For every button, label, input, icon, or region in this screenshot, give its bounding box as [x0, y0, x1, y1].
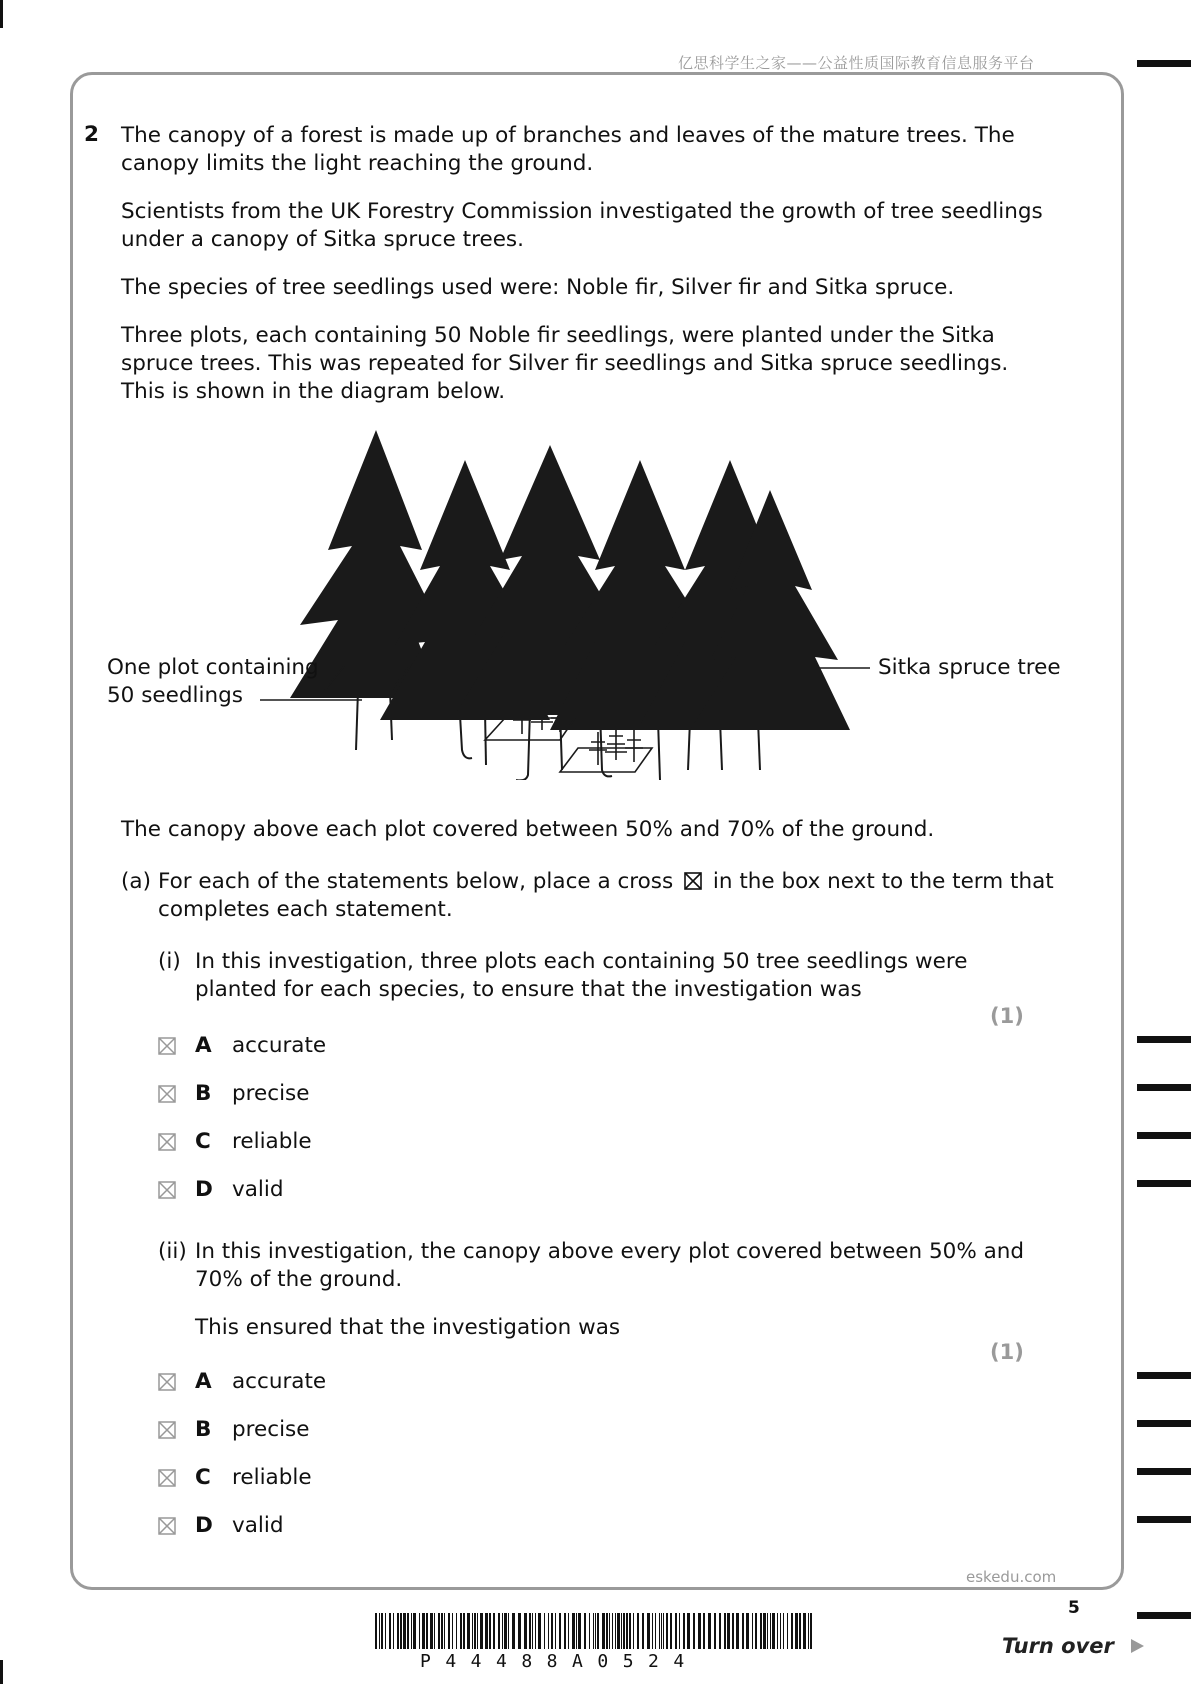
- barcode-bar: [602, 1613, 605, 1649]
- barcode-bar: [544, 1613, 545, 1649]
- tree-label: Sitka spruce tree: [878, 655, 1061, 680]
- part-a-text-after: in the box next to the term that: [712, 869, 1054, 894]
- intro-line-1: The canopy of a forest is made up of branches and leaves of the mature trees. The: [121, 123, 1015, 148]
- part-a-text-before: For each of the statements below, place a cross: [158, 869, 674, 894]
- barcode-bar: [687, 1613, 690, 1649]
- question-number: 2: [84, 122, 99, 147]
- barcode-bar: [463, 1613, 465, 1649]
- barcode-bar: [472, 1613, 473, 1649]
- barcode-bar: [742, 1613, 744, 1649]
- para2-line-2: under a canopy of Sitka spruce trees.: [121, 227, 524, 252]
- barcode-bar: [524, 1613, 527, 1649]
- barcode-bar: [615, 1613, 616, 1649]
- barcode-bar: [438, 1613, 440, 1649]
- canopy-statement: The canopy above each plot covered between 50% and 70% of the ground.: [121, 817, 935, 842]
- barcode-bar: [375, 1613, 377, 1649]
- barcode-bar: [564, 1613, 566, 1649]
- part-a-line-1: [158, 868, 1054, 896]
- barcode-bar: [456, 1613, 457, 1649]
- barcode-bar: [799, 1613, 801, 1649]
- barcode-bar: [770, 1613, 771, 1649]
- margin-mark: [1137, 1180, 1191, 1187]
- barcode-bar: [403, 1613, 406, 1649]
- answer-checkbox[interactable]: [158, 1085, 176, 1103]
- answer-checkbox[interactable]: [158, 1373, 176, 1391]
- crossed-box-icon: [684, 872, 702, 890]
- barcode-bar: [555, 1613, 556, 1649]
- barcode-bar: [755, 1613, 757, 1649]
- para4-line-1: Three plots, each containing 50 Noble fir seedlings, were planted under the Sitka: [121, 323, 995, 348]
- barcode-bar: [719, 1613, 721, 1649]
- seedling-plot: [560, 726, 652, 772]
- crop-mark: [0, 1660, 3, 1684]
- barcode-bar: [629, 1613, 631, 1649]
- barcode-bar: [467, 1613, 470, 1649]
- barcode-bar: [595, 1613, 596, 1649]
- barcode-bar: [679, 1613, 680, 1649]
- barcode-bar: [647, 1613, 650, 1649]
- barcode-bar: [485, 1613, 488, 1649]
- barcode-bar: [444, 1613, 445, 1649]
- barcode-bar: [452, 1613, 453, 1649]
- barcode-bar: [518, 1613, 521, 1649]
- barcode-bar: [783, 1613, 784, 1649]
- footer-watermark: eskedu.com: [966, 1568, 1057, 1586]
- barcode-text: P44488A0524: [420, 1651, 699, 1672]
- part-ii-marks: (1): [990, 1340, 1024, 1364]
- barcode-bar: [419, 1613, 420, 1649]
- barcode-bar: [795, 1613, 798, 1649]
- barcode-bar: [659, 1613, 660, 1649]
- forest-diagram: [260, 420, 880, 780]
- barcode-bar: [572, 1613, 575, 1649]
- barcode-bar: [576, 1613, 577, 1649]
- margin-mark: [1137, 60, 1191, 67]
- part-ii-line-2: 70% of the ground.: [195, 1267, 403, 1292]
- barcode-bar: [621, 1613, 622, 1649]
- option-letter: B: [195, 1417, 212, 1442]
- option-letter: D: [195, 1177, 213, 1202]
- barcode-bar: [661, 1613, 662, 1649]
- barcode-bar: [548, 1613, 549, 1649]
- barcode-bar: [460, 1613, 462, 1649]
- barcode-bar: [407, 1613, 409, 1649]
- barcode-bar: [791, 1613, 793, 1649]
- barcode-bar: [617, 1613, 620, 1649]
- barcode-bar: [763, 1613, 766, 1649]
- option-letter: A: [195, 1033, 212, 1058]
- barcode-bar: [381, 1613, 383, 1649]
- option-letter: B: [195, 1081, 212, 1106]
- barcode-bar: [441, 1613, 443, 1649]
- margin-mark: [1137, 1420, 1191, 1427]
- barcode-bar: [724, 1613, 726, 1649]
- option-term: precise: [232, 1081, 310, 1106]
- option-term: reliable: [232, 1129, 312, 1154]
- answer-checkbox[interactable]: [158, 1517, 176, 1535]
- part-a-line-2: completes each statement.: [158, 897, 453, 922]
- barcode-bar: [780, 1613, 781, 1649]
- barcode-bar: [448, 1613, 450, 1649]
- barcode-bar: [633, 1613, 634, 1649]
- para4-line-2: spruce trees. This was repeated for Silver fir seedlings and Sitka spruce seedlings.: [121, 351, 1009, 376]
- margin-mark: [1137, 1084, 1191, 1091]
- barcode-bar: [498, 1613, 500, 1649]
- barcode-bar: [808, 1613, 809, 1649]
- barcode-bar: [532, 1613, 533, 1649]
- barcode-bar: [787, 1613, 788, 1649]
- barcode-bar: [767, 1613, 768, 1649]
- turn-over-label: [1002, 1634, 1145, 1658]
- barcode-bar: [397, 1613, 399, 1649]
- page-number: 5: [1068, 1598, 1080, 1618]
- barcode-bar: [652, 1613, 653, 1649]
- part-i-line-2: planted for each species, to ensure that the investigation was: [195, 977, 862, 1002]
- option-term: reliable: [232, 1465, 312, 1490]
- barcode-bar: [568, 1613, 569, 1649]
- barcode-bar: [422, 1613, 425, 1649]
- barcode-bar: [752, 1613, 753, 1649]
- option-term: accurate: [232, 1369, 327, 1394]
- barcode-bar: [480, 1613, 483, 1649]
- barcode-bar: [698, 1613, 701, 1649]
- barcode-bar: [593, 1613, 594, 1649]
- margin-mark: [1137, 1516, 1191, 1523]
- barcode-bar: [502, 1613, 503, 1649]
- barcode-bar: [578, 1613, 581, 1649]
- barcode-bar: [675, 1613, 677, 1649]
- barcode-bar: [612, 1613, 613, 1649]
- barcode-bar: [772, 1613, 775, 1649]
- option-letter: C: [195, 1129, 211, 1154]
- barcode-bar: [411, 1613, 412, 1649]
- barcode-bar: [693, 1613, 695, 1649]
- part-ii-line-3: This ensured that the investigation was: [195, 1315, 621, 1340]
- spruce-trees: [290, 430, 850, 730]
- barcode-bar: [393, 1613, 394, 1649]
- part-i-label: (i): [158, 949, 181, 974]
- barcode-bar: [703, 1613, 705, 1649]
- barcode-bar: [606, 1613, 608, 1649]
- margin-mark: [1137, 1372, 1191, 1379]
- barcode-bar: [663, 1613, 664, 1649]
- barcode-bar: [670, 1613, 672, 1649]
- header-watermark: 亿思科学生之家——公益性质国际教育信息服务平台: [678, 54, 1035, 72]
- species-text: The species of tree seedlings used were: Noble fir, Silver fir and Sitka spruce.: [121, 275, 955, 300]
- option-term: valid: [232, 1513, 284, 1538]
- part-i-line-1: In this investigation, three plots each containing 50 tree seedlings were: [195, 949, 968, 974]
- barcode-bar: [413, 1613, 416, 1649]
- barcode-bar: [760, 1613, 762, 1649]
- barcode-bar: [489, 1613, 491, 1649]
- barcode-bar: [504, 1613, 507, 1649]
- option-letter: D: [195, 1513, 213, 1538]
- barcode-bar: [430, 1613, 433, 1649]
- barcode-bar: [385, 1613, 386, 1649]
- part-ii-line-1: In this investigation, the canopy above every plot covered between 50% and: [195, 1239, 1025, 1264]
- barcode-bar: [379, 1613, 380, 1649]
- answer-checkbox[interactable]: [158, 1133, 176, 1151]
- intro-line-2: canopy limits the light reaching the ground.: [121, 151, 594, 176]
- part-a-label: (a): [121, 869, 151, 894]
- barcode-bar: [551, 1613, 553, 1649]
- part-i-marks: (1): [990, 1004, 1024, 1028]
- barcode-bar: [683, 1613, 685, 1649]
- answer-checkbox[interactable]: [158, 1181, 176, 1199]
- barcode-bar: [584, 1613, 586, 1649]
- barcode-bar: [426, 1613, 428, 1649]
- barcode-bar: [529, 1613, 531, 1649]
- barcode-bar: [477, 1613, 478, 1649]
- option-term: valid: [232, 1177, 284, 1202]
- barcode-bar: [559, 1613, 561, 1649]
- barcode-bar: [714, 1613, 716, 1649]
- barcode-bar: [538, 1613, 541, 1649]
- margin-mark: [1137, 1612, 1191, 1619]
- barcode-bar: [708, 1613, 711, 1649]
- answer-checkbox[interactable]: [158, 1469, 176, 1487]
- option-term: precise: [232, 1417, 310, 1442]
- barcode-bar: [400, 1613, 402, 1649]
- barcode-bar: [508, 1613, 509, 1649]
- para2-line-1: Scientists from the UK Forestry Commission investigated the growth of tree seedlings: [121, 199, 1043, 224]
- margin-mark: [1137, 1468, 1191, 1475]
- barcode-bar: [389, 1613, 391, 1649]
- barcode-bar: [732, 1613, 734, 1649]
- part-ii-label: (ii): [158, 1239, 187, 1264]
- para4-line-3: This is shown in the diagram below.: [121, 379, 506, 404]
- margin-mark: [1137, 1036, 1191, 1043]
- barcode-bar: [512, 1613, 515, 1649]
- answer-checkbox[interactable]: [158, 1421, 176, 1439]
- barcode-bar: [609, 1613, 610, 1649]
- barcode-bar: [810, 1613, 812, 1649]
- barcode-bar: [434, 1613, 435, 1649]
- plot-label-line-1: One plot containing: [107, 655, 319, 680]
- barcode-bar: [666, 1613, 668, 1649]
- barcode-bar: [623, 1613, 625, 1649]
- option-letter: A: [195, 1369, 212, 1394]
- barcode-bar: [727, 1613, 730, 1649]
- option-term: accurate: [232, 1033, 327, 1058]
- barcode-bar: [589, 1613, 590, 1649]
- barcode: [375, 1613, 815, 1651]
- barcode-bar: [655, 1613, 656, 1649]
- play-arrow-icon: [1129, 1638, 1145, 1654]
- option-letter: C: [195, 1465, 211, 1490]
- answer-checkbox[interactable]: [158, 1037, 176, 1055]
- barcode-bar: [637, 1613, 639, 1649]
- barcode-bar: [597, 1613, 599, 1649]
- barcode-bar: [736, 1613, 739, 1649]
- barcode-bar: [493, 1613, 495, 1649]
- barcode-bar: [746, 1613, 749, 1649]
- barcode-bar: [535, 1613, 536, 1649]
- plot-label-line-2: 50 seedlings: [107, 683, 243, 708]
- barcode-bar: [626, 1613, 628, 1649]
- margin-mark: [1137, 1132, 1191, 1139]
- barcode-bar: [777, 1613, 778, 1649]
- barcode-bar: [642, 1613, 644, 1649]
- turn-over-text: Turn over: [1002, 1634, 1114, 1658]
- barcode-bar: [474, 1613, 476, 1649]
- crop-mark: [0, 0, 3, 28]
- barcode-bar: [803, 1613, 806, 1649]
